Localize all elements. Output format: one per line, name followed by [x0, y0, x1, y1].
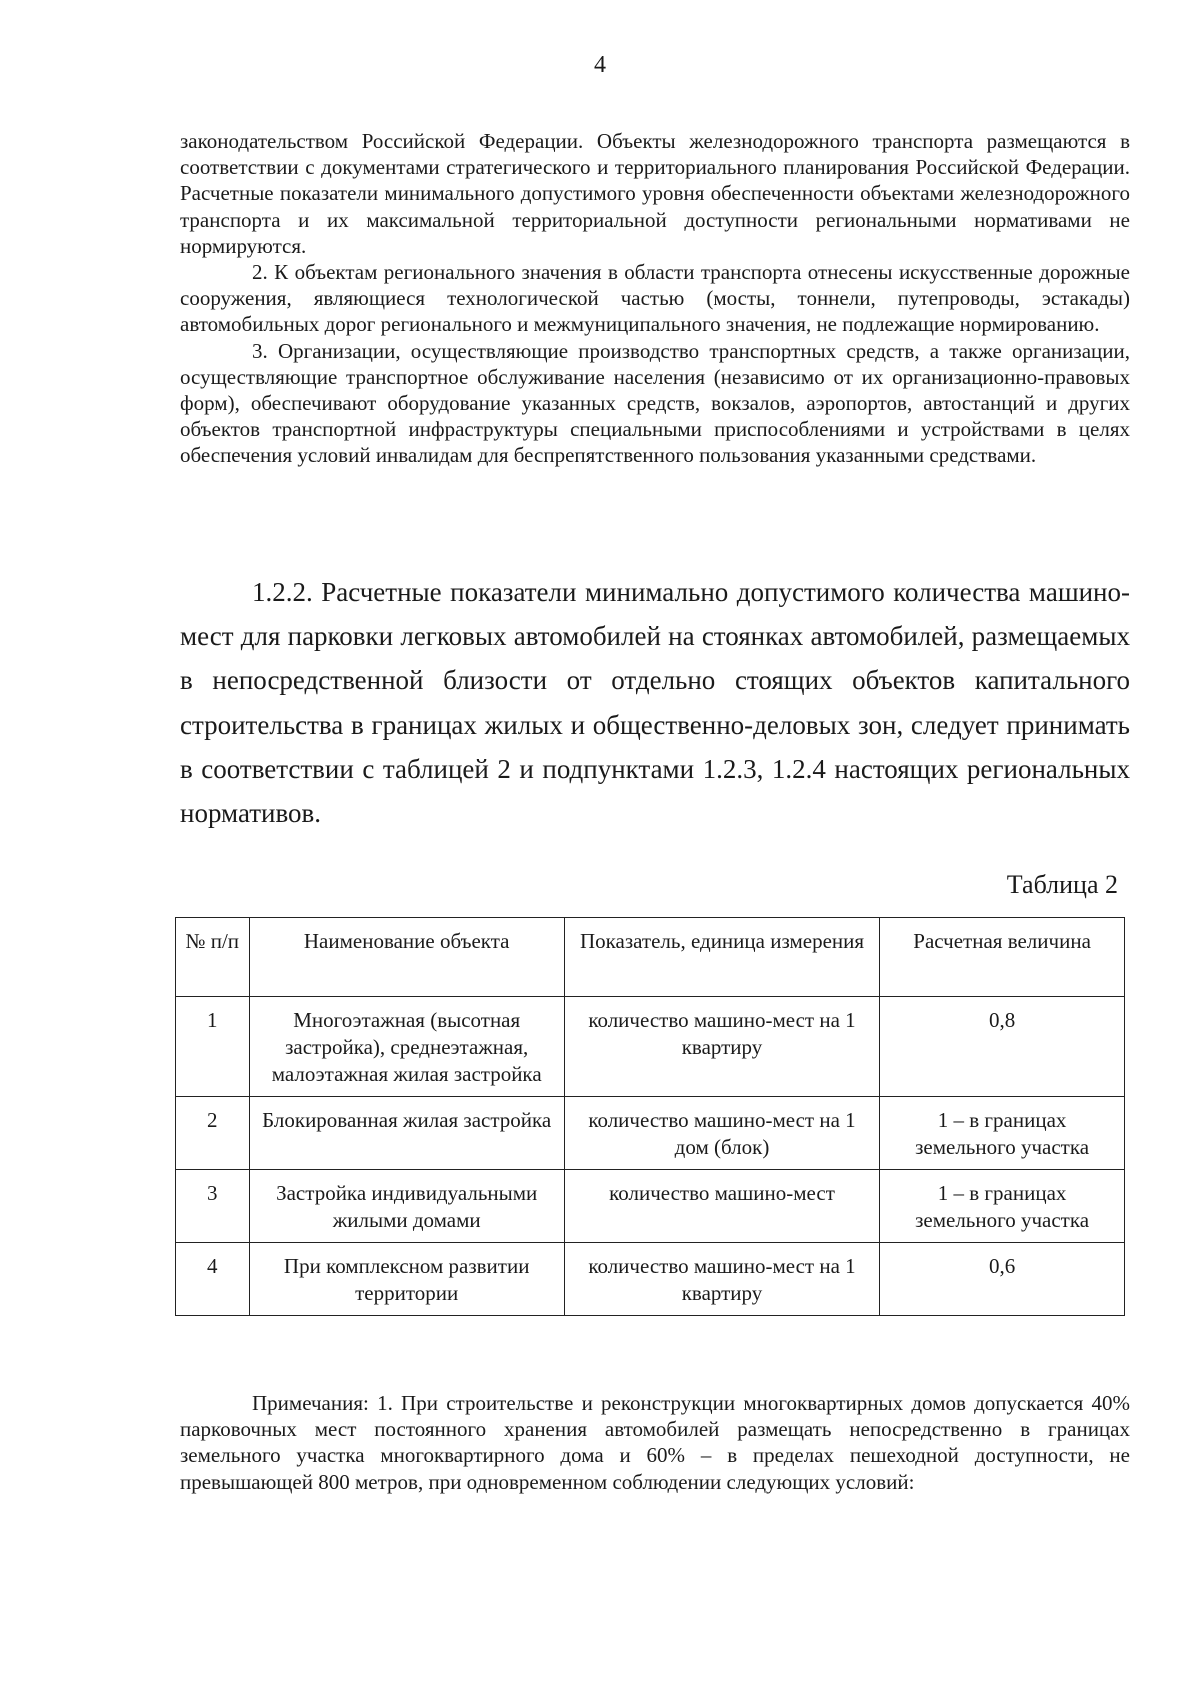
cell-name: Блокированная жилая застройка	[249, 1097, 564, 1170]
notes-block	[180, 1390, 1130, 1495]
paragraph-item-2: 2. К объектам регионального значения в области транспорта отнесены искусственные дорожные сооружения, являющиеся технологической частью (мосты, тоннели, путепроводы, эстакады) автомобильных дорог регионального и межмуниципального значения, не подлежащие нормированию.	[180, 260, 1130, 337]
table-row	[176, 997, 1125, 1097]
table-row	[176, 1243, 1125, 1316]
cell-value: 0,6	[880, 1243, 1125, 1316]
header-name: Наименование объекта	[249, 918, 564, 997]
cell-indicator: количество машино-мест на 1 квартиру	[564, 997, 879, 1097]
section-paragraph: 1.2.2. Расчетные показатели минимально допустимого количества машино-мест для парковки легковых автомобилей на стоянках автомобилей, размещаемых в непосредственной близости от отдельно стоящих объектов капитального строительства в границах жилых и общественно-деловых зон, следует принимать в соответствии с таблицей 2 и подпунктами 1.2.3, 1.2.4 настоящих региональных нормативов.	[180, 577, 1130, 829]
header-value: Расчетная величина	[880, 918, 1125, 997]
section-1-2-2	[180, 570, 1130, 835]
cell-name: Застройка индивидуальными жилыми домами	[249, 1170, 564, 1243]
cell-value: 1 – в границах земельного участка	[880, 1170, 1125, 1243]
header-num: № п/п	[176, 918, 250, 997]
cell-num: 1	[176, 997, 250, 1097]
notes-paragraph: Примечания: 1. При строительстве и реконструкции многоквартирных домов допускается 40% парковочных мест постоянного хранения автомобилей размещать непосредственно в границах земельного участка многоквартирного дома и 60% – в пределах пешеходной доступности, не превышающей 800 метров, при одновременном соблюдении следующих условий:	[180, 1391, 1130, 1494]
table-header-row	[176, 918, 1125, 997]
table-row	[176, 1097, 1125, 1170]
paragraph-continuation: законодательством Российской Федерации. Объекты железнодорожного транспорта размещаются в соответствии с документами стратегического и территориального планирования Российской Федерации. Расчетные показатели минимального допустимого уровня обеспеченности объектами железнодорожного транспорта и их максимальной территориальной доступности региональными нормативами не нормируются.	[180, 129, 1130, 258]
intro-text-block	[180, 128, 1130, 469]
cell-indicator: количество машино-мест на 1 квартиру	[564, 1243, 879, 1316]
cell-indicator: количество машино-мест на 1 дом (блок)	[564, 1097, 879, 1170]
table-caption: Таблица 2	[1006, 870, 1118, 899]
cell-num: 4	[176, 1243, 250, 1316]
cell-value: 0,8	[880, 997, 1125, 1097]
cell-num: 2	[176, 1097, 250, 1170]
paragraph-item-3: 3. Организации, осуществляющие производство транспортных средств, а также организации, осуществляющие транспортное обслуживание населения (независимо от их организационно-правовых форм), обеспечивают оборудование указанных средств, вокзалов, аэропортов, автостанций и других объектов транспортной инфраструктуры специальными приспособлениями и устройствами в целях обеспечения условий инвалидам для беспрепятственного пользования указанными средствами.	[180, 338, 1130, 468]
cell-name: При комплексном развитии территории	[249, 1243, 564, 1316]
header-indicator: Показатель, единица измерения	[564, 918, 879, 997]
cell-indicator: количество машино-мест	[564, 1170, 879, 1243]
cell-value: 1 – в границах земельного участка	[880, 1097, 1125, 1170]
cell-num: 3	[176, 1170, 250, 1243]
page-number: 4	[594, 52, 606, 78]
parking-norms-table	[175, 917, 1125, 1316]
cell-name: Многоэтажная (высотная застройка), среднеэтажная, малоэтажная жилая застройка	[249, 997, 564, 1097]
table-row	[176, 1170, 1125, 1243]
